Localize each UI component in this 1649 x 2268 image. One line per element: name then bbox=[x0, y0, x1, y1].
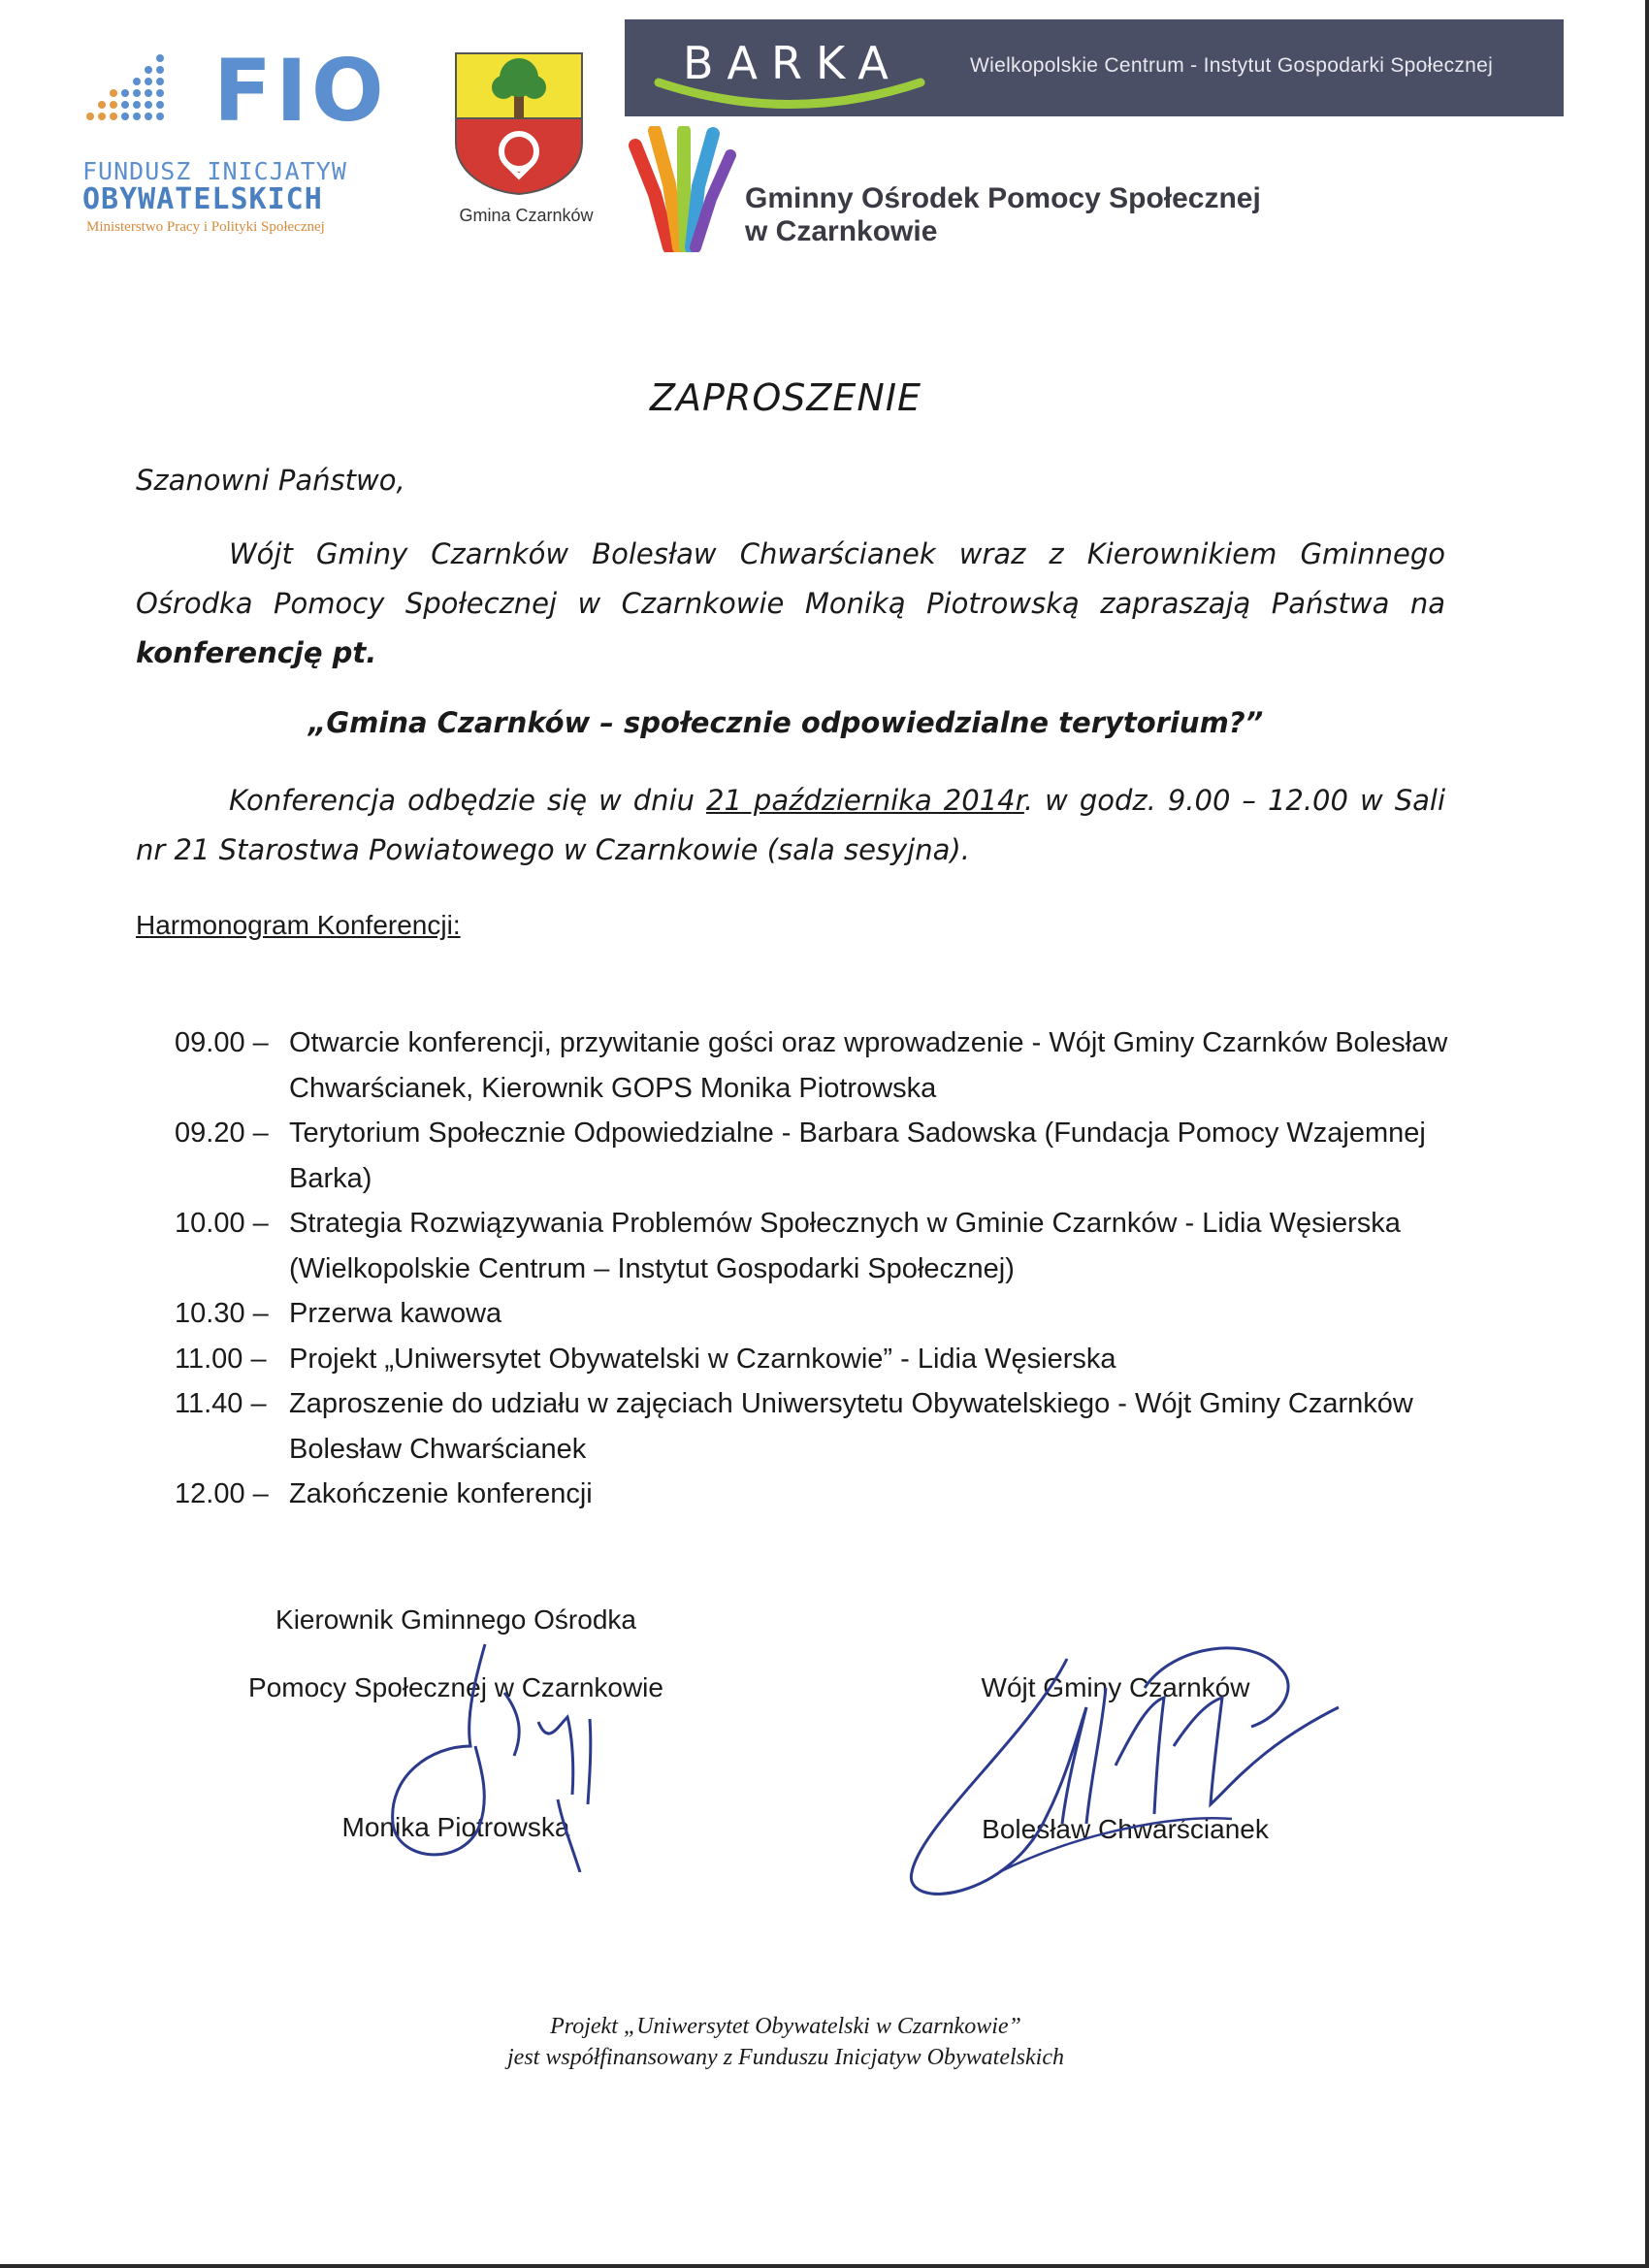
schedule-text: Terytorium Społecznie Odpowiedzialne - Barbara Sadowska (Fundacja Pomocy Wzajemnej Barka) bbox=[289, 1118, 1426, 1194]
gmina-crest-logo bbox=[441, 50, 611, 244]
schedule-item bbox=[175, 1111, 1465, 1201]
barka-subtitle: Wielkopolskie Centrum - Instytut Gospodarki Społecznej bbox=[970, 54, 1494, 77]
left-signatory-name: Monika Piotrowska bbox=[341, 1812, 570, 1842]
right-signatory-name: Bolesław Chwarścianek bbox=[982, 1814, 1269, 1844]
salutation: Szanowni Państwo, bbox=[136, 464, 405, 497]
gmina-label: Gmina Czarnków bbox=[459, 206, 594, 225]
schedule-text: Strategia Rozwiązywania Problemów Społecznych w Gminie Czarnków - Lidia Węsierska (Wielkopolskie Centrum – Instytut Gospodarki Społecznej) bbox=[289, 1208, 1401, 1284]
schedule-text: Zakończenie konferencji bbox=[289, 1478, 593, 1509]
fio-wordmark: FIO bbox=[213, 41, 388, 141]
details-after: . w godz. 9.00 – 12.00 w Sali nr 21 Starostwa Powiatowego w Czarnkowie (sala sesyjna). bbox=[136, 784, 1445, 866]
schedule-item bbox=[175, 1337, 1465, 1382]
scan-border-right bbox=[1645, 0, 1649, 2268]
schedule-time: 12.00 – bbox=[175, 1478, 269, 1509]
left-signature-scribble bbox=[359, 1639, 621, 1872]
gops-hands-icon bbox=[626, 126, 737, 252]
schedule-time: 09.20 – bbox=[175, 1118, 269, 1149]
barka-wordmark: BARKA bbox=[683, 37, 902, 89]
schedule-text: Projekt „Uniwersytet Obywatelski w Czarnkowie” - Lidia Węsierska bbox=[289, 1343, 1116, 1375]
fio-dots-icon bbox=[82, 49, 209, 126]
barka-banner bbox=[625, 19, 1564, 116]
schedule-item bbox=[175, 1381, 1465, 1472]
gops-name-line2: w Czarnkowie bbox=[745, 215, 938, 247]
schedule-item bbox=[175, 1291, 1465, 1337]
fio-ministry: Ministerstwo Pracy i Polityki Społecznej bbox=[86, 219, 325, 235]
details-paragraph bbox=[136, 776, 1445, 875]
details-before: Konferencja odbędzie się w dniu bbox=[229, 784, 707, 817]
invitation-bold: konferencję pt. bbox=[136, 636, 377, 669]
footer-line2: jest współfinansowany z Funduszu Inicjatyw Obywatelskich bbox=[507, 2045, 1064, 2070]
schedule-text: Zaproszenie do udziału w zajęciach Uniwersytetu Obywatelskiego - Wójt Gminy Czarnków Bolesław Chwarścianek bbox=[289, 1388, 1413, 1465]
schedule-item bbox=[175, 1201, 1465, 1291]
schedule-time: 10.00 – bbox=[175, 1208, 269, 1239]
gops-name-line1: Gminny Ośrodek Pomocy Społecznej bbox=[745, 182, 1261, 214]
document-title: ZAPROSZENIE bbox=[649, 376, 922, 419]
fio-line1: FUNDUSZ INICJATYW bbox=[82, 157, 347, 185]
schedule-list bbox=[175, 1021, 1465, 1517]
schedule-heading: Harmonogram Konferencji: bbox=[136, 910, 461, 940]
left-signatory-title2: Pomocy Społecznej w Czarnkowie bbox=[248, 1672, 663, 1702]
fio-line2: OBYWATELSKICH bbox=[82, 182, 323, 216]
barka-smile-icon bbox=[654, 73, 925, 121]
schedule-time: 09.00 – bbox=[175, 1027, 269, 1058]
schedule-time: 11.00 – bbox=[175, 1343, 267, 1375]
right-signatory-title: Wójt Gminy Czarnków bbox=[981, 1672, 1250, 1702]
schedule-time: 10.30 – bbox=[175, 1298, 269, 1329]
schedule-text: Otwarcie konferencji, przywitanie gości oraz wprowadzenie - Wójt Gminy Czarnków Bolesław Chwarścianek, Kierownik GOPS Monika Piotrowska bbox=[289, 1027, 1448, 1104]
invitation-paragraph bbox=[136, 530, 1445, 678]
right-signature-scribble bbox=[883, 1630, 1368, 1911]
fio-logo bbox=[82, 41, 403, 243]
invitation-text: Wójt Gminy Czarnków Bolesław Chwarścianek wraz z Kierownikiem Gminnego Ośrodka Pomocy Społecznej w Czarnkowie Moniką Piotrowską zapraszają Państwa na bbox=[136, 537, 1445, 620]
coat-of-arms-icon bbox=[451, 50, 587, 196]
schedule-item bbox=[175, 1021, 1465, 1111]
schedule-item bbox=[175, 1472, 1465, 1517]
conference-title: „Gmina Czarnków – społecznie odpowiedzialne terytorium?” bbox=[307, 706, 1264, 739]
schedule-text: Przerwa kawowa bbox=[289, 1298, 502, 1329]
scan-border-bottom bbox=[0, 2264, 1649, 2268]
footer-line1: Projekt „Uniwersytet Obywatelski w Czarnkowie” bbox=[550, 2014, 1021, 2039]
conference-date: 21 października 2014r bbox=[706, 784, 1024, 817]
schedule-time: 11.40 – bbox=[175, 1388, 267, 1419]
left-signatory-title1: Kierownik Gminnego Ośrodka bbox=[275, 1604, 636, 1635]
